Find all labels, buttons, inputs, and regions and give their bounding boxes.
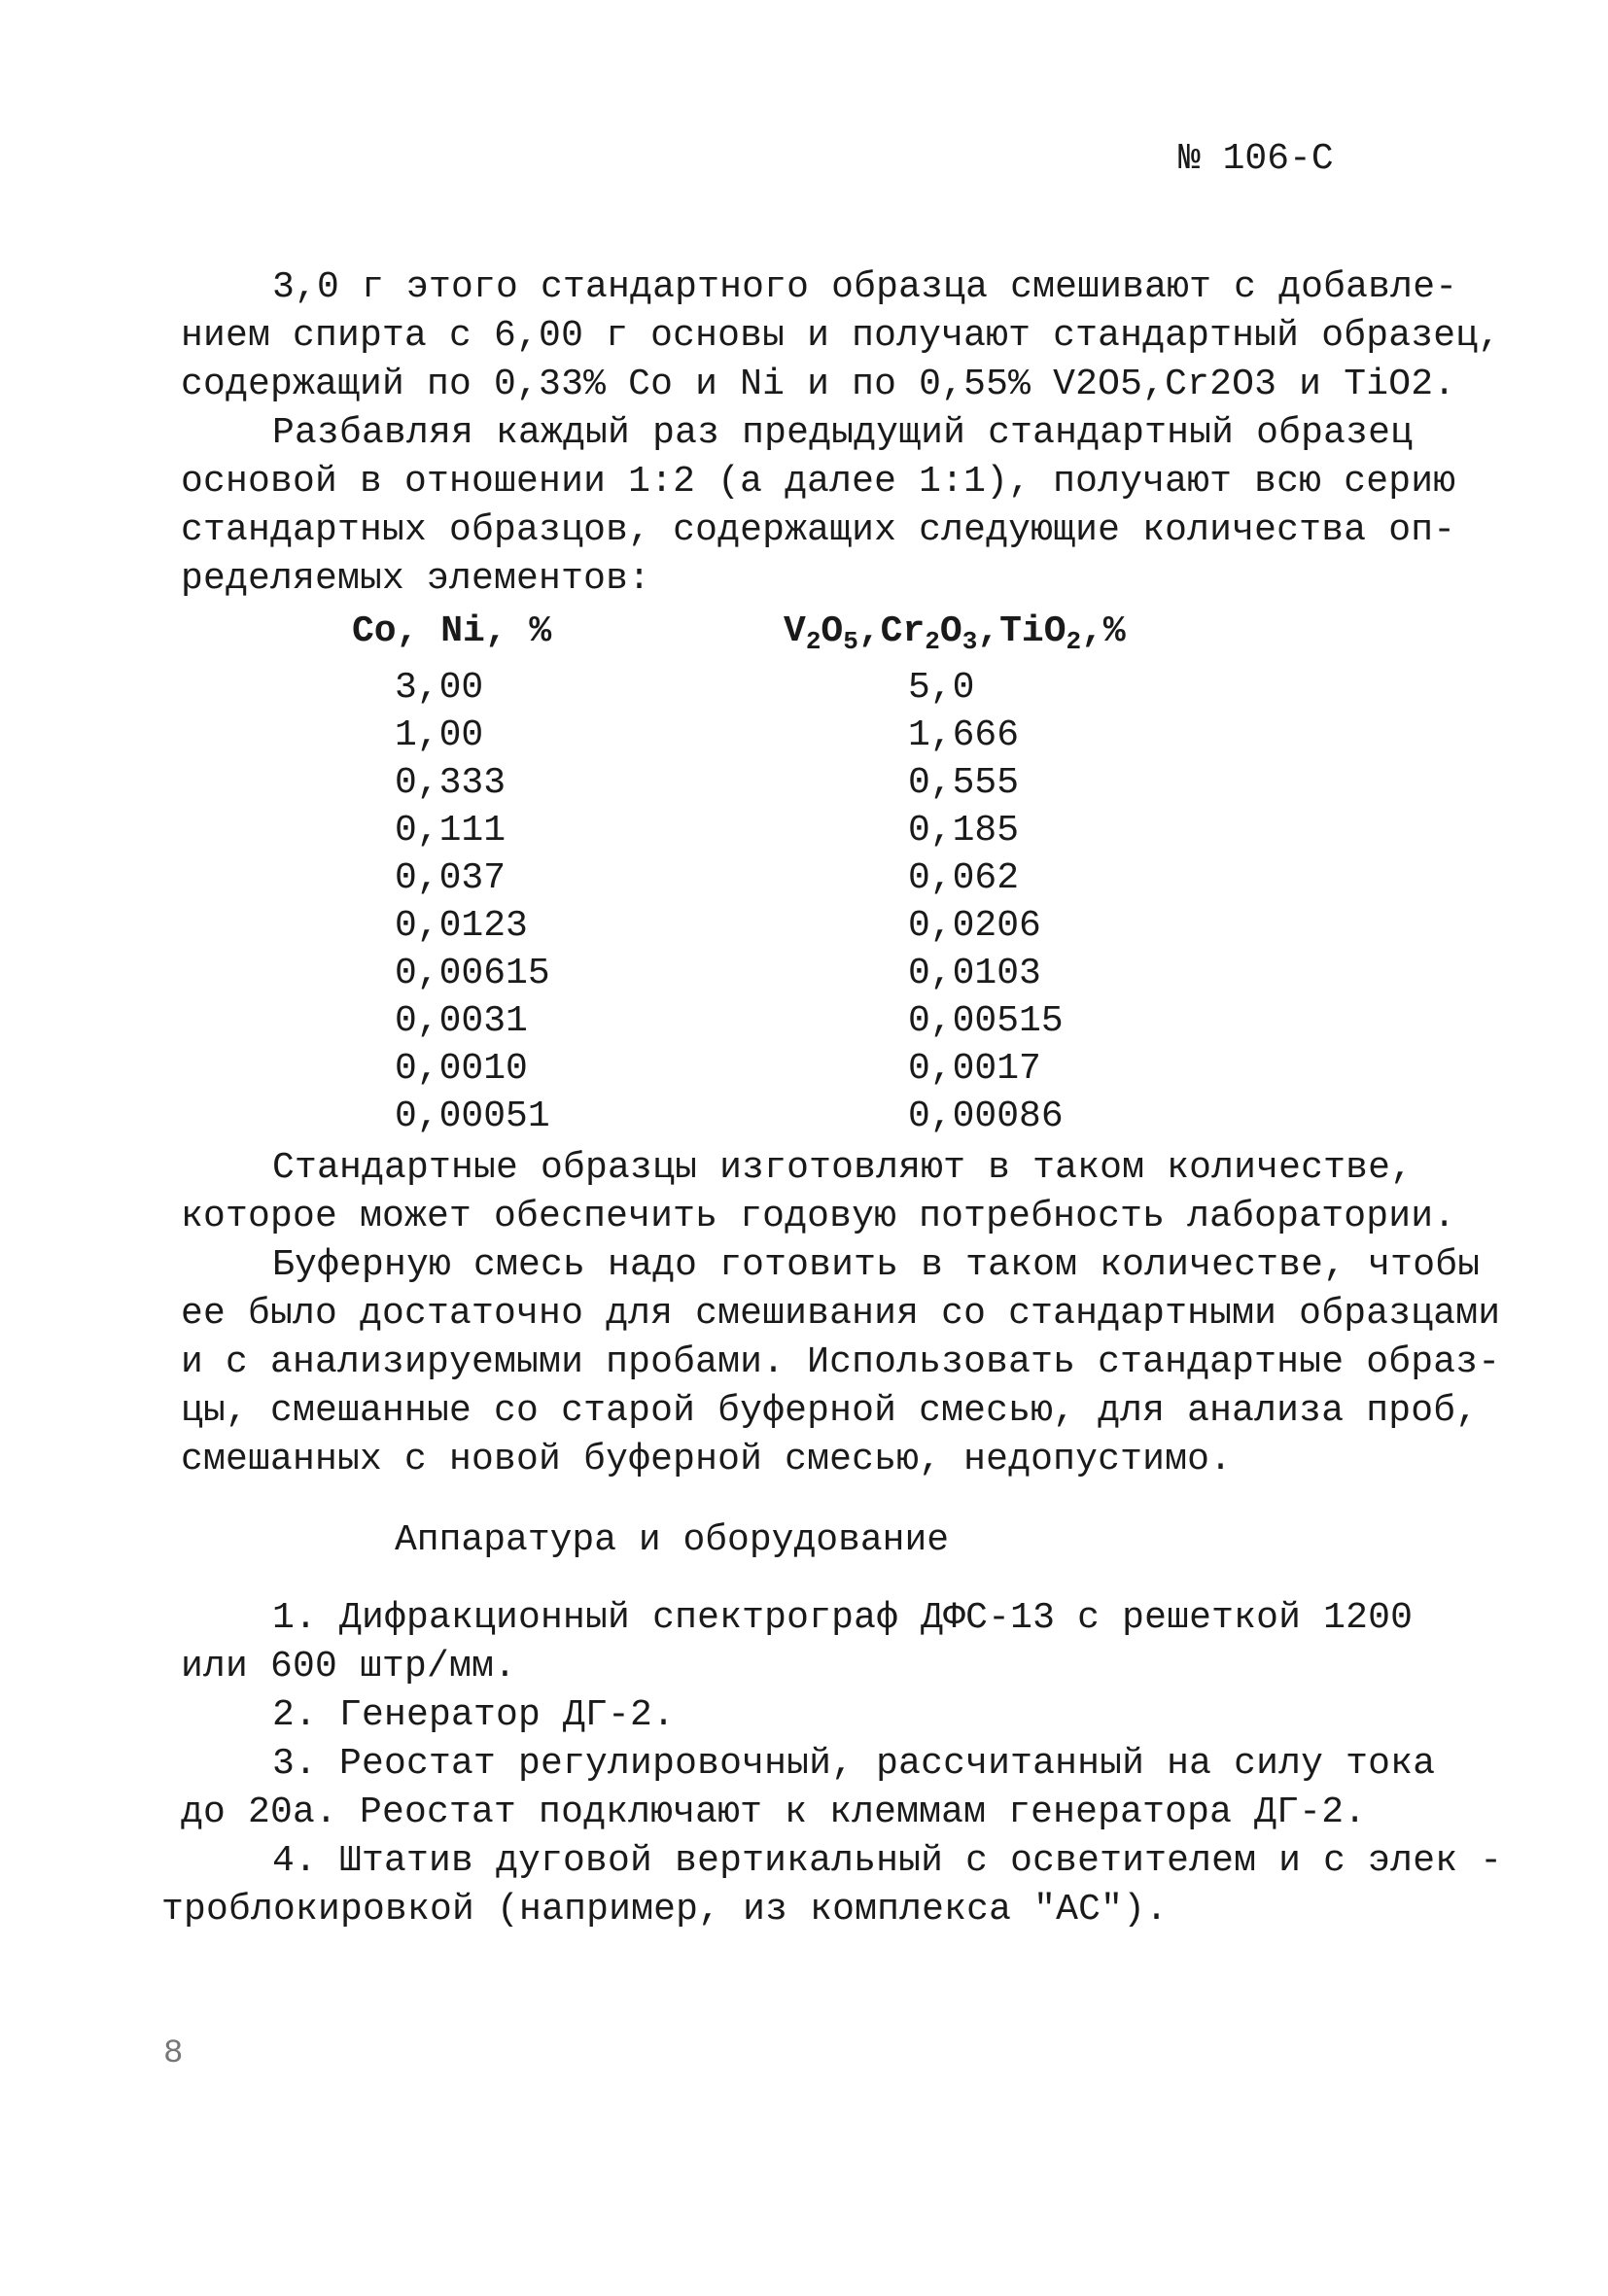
- paragraph-3-line-2: которое может обеспечить годовую потребность лаборатории.: [181, 1196, 1456, 1237]
- table-cell: 5,0: [908, 667, 975, 709]
- equipment-item-1-line-2: или 600 штр/мм.: [181, 1646, 517, 1687]
- table-cell: 0,037: [395, 857, 507, 899]
- table-cell: 0,185: [908, 810, 1020, 852]
- table-cell: 0,00086: [908, 1096, 1064, 1137]
- table-cell: 0,0123: [395, 905, 528, 947]
- equipment-item-3-line-1: 3. Реостат регулировочный, рассчитанный на силу тока: [272, 1743, 1436, 1785]
- table-cell: 0,00051: [395, 1096, 550, 1137]
- table-cell: 3,00: [395, 667, 484, 709]
- table-cell: 0,00515: [908, 1000, 1064, 1042]
- equipment-item-2: 2. Генератор ДГ-2.: [272, 1694, 676, 1736]
- table-cell: 1,666: [908, 714, 1020, 756]
- table-cell: 0,0017: [908, 1048, 1041, 1090]
- table-cell: 0,333: [395, 762, 507, 804]
- paragraph-1-line-1: 3,0 г этого стандартного образца смешивают с добавле-: [272, 266, 1458, 308]
- paragraph-4-line-4: цы, смешанные со старой буферной смесью, для анализа проб,: [181, 1390, 1479, 1432]
- paragraph-2-line-2: основой в отношении 1:2 (а далее 1:1), получают всю серию: [181, 461, 1456, 503]
- equipment-item-4-line-2: троблокировкой (например, из комплекса "АС").: [161, 1889, 1169, 1931]
- paragraph-4-line-2: ее было достаточно для смешивания со стандартными образцами: [181, 1293, 1501, 1335]
- table-header-co-ni: Co, Ni, %: [352, 610, 552, 652]
- table-cell: 0,0103: [908, 953, 1041, 994]
- paragraph-4-line-1: Буферную смесь надо готовить в таком количестве, чтобы: [272, 1244, 1481, 1286]
- document-number: № 106-С: [1178, 138, 1334, 180]
- paragraph-3-line-1: Стандартные образцы изготовляют в таком количестве,: [272, 1147, 1414, 1189]
- table-cell: 0,0031: [395, 1000, 528, 1042]
- table-cell: 1,00: [395, 714, 484, 756]
- paragraph-2-line-4: ределяемых элементов:: [181, 558, 651, 600]
- table-cell: 0,00615: [395, 953, 550, 994]
- section-heading: Аппаратура и оборудование: [395, 1519, 950, 1561]
- table-cell: 0,555: [908, 762, 1020, 804]
- paragraph-2-line-3: стандартных образцов, содержащих следующие количества оп-: [181, 509, 1456, 551]
- table-header-oxides: $V_2O_5,Cr_2O_3,TiO_2,\%$: [784, 610, 1126, 656]
- paragraph-4-line-3: и с анализируемыми пробами. Использовать стандартные образ-: [181, 1341, 1501, 1383]
- paragraph-4-line-5: смешанных с новой буферной смесью, недопустимо.: [181, 1439, 1233, 1480]
- paragraph-1-line-3: содержащий по 0,33% Co и Ni и по 0,55% V2O5,Cr2O3 и TiO2.: [181, 364, 1456, 405]
- table-cell: 0,0010: [395, 1048, 528, 1090]
- table-cell: 0,062: [908, 857, 1020, 899]
- paragraph-2-line-1: Разбавляя каждый раз предыдущий стандартный образец: [272, 412, 1414, 454]
- equipment-item-1-line-1: 1. Дифракционный спектрограф ДФС-13 с решеткой 1200: [272, 1597, 1414, 1639]
- equipment-item-3-line-2: до 20а. Реостат подключают к клеммам генератора ДГ-2.: [181, 1792, 1367, 1833]
- table-cell: 0,111: [395, 810, 507, 852]
- equipment-item-4-line-1: 4. Штатив дуговой вертикальный с осветителем и с элек -: [272, 1840, 1503, 1882]
- page-number: 8: [163, 2035, 184, 2072]
- paragraph-1-line-2: нием спирта с 6,00 г основы и получают стандартный образец,: [181, 315, 1501, 357]
- table-cell: 0,0206: [908, 905, 1041, 947]
